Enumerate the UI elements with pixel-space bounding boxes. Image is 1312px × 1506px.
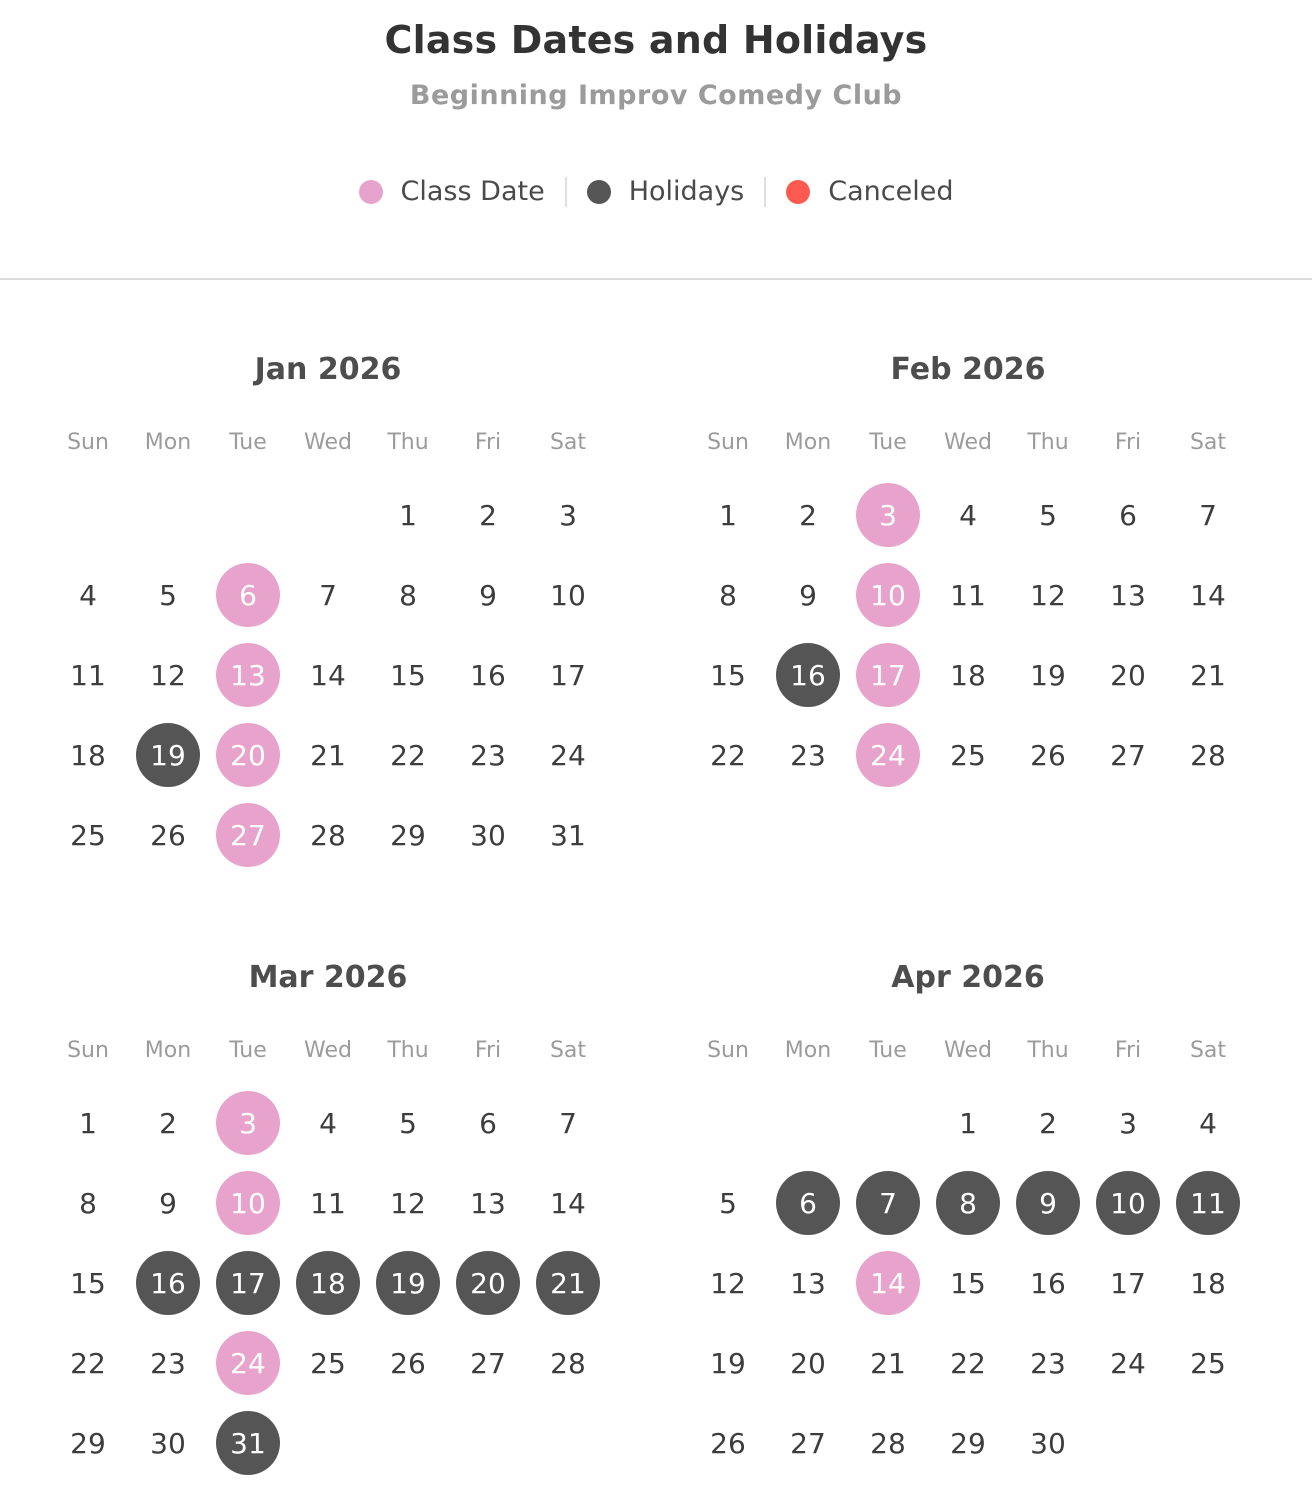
day-cell: 28 [1190,738,1226,772]
legend-item-holidays [587,176,745,207]
day-cell: 9 [479,578,497,612]
day-cell: 28 [870,1426,906,1460]
canceled-dot-icon [786,180,810,204]
day-cell: 17 [1110,1266,1146,1300]
day-cell: 7 [559,1106,577,1140]
legend-divider [565,177,567,207]
day-cell: 11 [310,1186,346,1220]
day-cell: 15 [390,658,426,692]
day-cell: 13 [790,1266,826,1300]
day-cell: 25 [310,1346,346,1380]
day-cell: 24 [1110,1346,1146,1380]
day-cell: 14 [310,658,346,692]
month-title: Apr 2026 [891,960,1045,995]
day-cell: 27 [1110,738,1146,772]
day-cell: 8 [399,578,417,612]
legend-divider [764,177,766,207]
day-cell: 21 [310,738,346,772]
weekday-header: Thu [1027,430,1069,455]
day-cell: 4 [79,578,97,612]
day-cell: 4 [319,1106,337,1140]
day-cell: 25 [1190,1346,1226,1380]
legend-label: Canceled [828,176,954,207]
day-cell: 2 [479,498,497,532]
day-cell-holiday: 16 [776,643,840,707]
weekday-header: Sat [549,430,587,455]
day-cell: 26 [1030,738,1066,772]
day-cell: 17 [550,658,586,692]
day-cell: 26 [150,818,186,852]
day-cell: 26 [390,1346,426,1380]
day-cell: 12 [710,1266,746,1300]
weekday-header: Sun [707,1038,749,1063]
day-cell: 12 [390,1186,426,1220]
day-cell: 27 [790,1426,826,1460]
day-cell: 5 [719,1186,737,1220]
day-cell: 31 [550,818,586,852]
day-cell-holiday: 17 [216,1251,280,1315]
day-cell: 4 [1199,1106,1217,1140]
weekday-header: Tue [869,1038,907,1063]
weekday-header: Wed [304,430,352,455]
day-cell: 22 [390,738,426,772]
weekday-header: Tue [229,430,267,455]
day-cell: 5 [159,578,177,612]
month-title: Feb 2026 [890,352,1046,387]
day-cell-holiday: 31 [216,1411,280,1475]
legend [0,176,1312,207]
day-cell: 13 [1110,578,1146,612]
day-cell: 1 [959,1106,977,1140]
day-cell: 24 [550,738,586,772]
day-cell: 10 [550,578,586,612]
day-cell: 14 [550,1186,586,1220]
day-cell: 3 [559,498,577,532]
page-title: Class Dates and Holidays [384,18,928,62]
day-cell: 19 [710,1346,746,1380]
day-cell: 5 [399,1106,417,1140]
day-cell-class-date: 14 [856,1251,920,1315]
day-cell: 30 [150,1426,186,1460]
day-cell: 15 [710,658,746,692]
day-cell: 29 [390,818,426,852]
day-cell: 22 [710,738,746,772]
day-cell: 14 [1190,578,1226,612]
day-cell: 4 [959,498,977,532]
weekday-header: Thu [387,430,429,455]
weekday-header: Sun [67,430,109,455]
day-cell: 18 [950,658,986,692]
weekday-header: Tue [869,430,907,455]
day-cell: 1 [719,498,737,532]
weekday-header: Wed [944,1038,992,1063]
day-cell: 30 [470,818,506,852]
day-cell-class-date: 10 [216,1171,280,1235]
day-cell: 1 [79,1106,97,1140]
day-cell: 9 [159,1186,177,1220]
day-cell: 18 [70,738,106,772]
header [0,0,1312,280]
class-date-dot-icon [359,180,383,204]
day-cell: 7 [1199,498,1217,532]
day-cell-holiday: 21 [536,1251,600,1315]
day-cell: 5 [1039,498,1057,532]
day-cell: 16 [1030,1266,1066,1300]
day-cell: 25 [950,738,986,772]
weekday-header: Sun [707,430,749,455]
day-cell: 2 [799,498,817,532]
day-cell-holiday: 19 [136,723,200,787]
day-cell: 22 [70,1346,106,1380]
day-cell-holiday: 20 [456,1251,520,1315]
day-cell: 2 [159,1106,177,1140]
weekday-header: Mon [784,430,832,455]
day-cell: 11 [950,578,986,612]
day-cell-class-date: 20 [216,723,280,787]
day-cell: 13 [470,1186,506,1220]
day-cell: 21 [870,1346,906,1380]
day-cell-holiday: 8 [936,1171,1000,1235]
day-cell-holiday: 19 [376,1251,440,1315]
day-cell-holiday: 11 [1176,1171,1240,1235]
legend-item-class-date [359,176,545,207]
weekday-header: Sat [549,1038,587,1063]
day-cell: 18 [1190,1266,1226,1300]
day-cell: 12 [150,658,186,692]
day-cell-holiday: 6 [776,1171,840,1235]
weekday-header: Thu [1027,1038,1069,1063]
day-cell-class-date: 3 [216,1091,280,1155]
month-title: Mar 2026 [248,960,408,995]
day-cell: 1 [399,498,417,532]
day-cell: 2 [1039,1106,1057,1140]
day-cell: 6 [1119,498,1137,532]
day-cell: 15 [950,1266,986,1300]
day-cell: 20 [790,1346,826,1380]
month-title: Jan 2026 [254,352,402,387]
day-cell: 26 [710,1426,746,1460]
weekday-header: Mon [144,1038,192,1063]
day-cell-holiday: 7 [856,1171,920,1235]
day-cell: 6 [479,1106,497,1140]
day-cell-holiday: 9 [1016,1171,1080,1235]
day-cell: 3 [1119,1106,1137,1140]
weekday-header: Mon [144,430,192,455]
weekday-header: Wed [944,430,992,455]
day-cell: 28 [310,818,346,852]
day-cell: 8 [719,578,737,612]
day-cell: 9 [799,578,817,612]
page-subtitle: Beginning Improv Comedy Club [409,80,903,111]
day-cell: 8 [79,1186,97,1220]
day-cell-holiday: 18 [296,1251,360,1315]
weekday-header: Fri [1114,430,1142,455]
day-cell: 28 [550,1346,586,1380]
day-cell: 25 [70,818,106,852]
day-cell-holiday: 16 [136,1251,200,1315]
day-cell: 19 [1030,658,1066,692]
weekday-header: Sat [1189,430,1227,455]
day-cell: 21 [1190,658,1226,692]
weekday-header: Sat [1189,1038,1227,1063]
day-cell-class-date: 24 [856,723,920,787]
day-cell-class-date: 3 [856,483,920,547]
holiday-dot-icon [587,180,611,204]
day-cell: 29 [70,1426,106,1460]
day-cell: 15 [70,1266,106,1300]
day-cell-holiday: 10 [1096,1171,1160,1235]
weekday-header: Mon [784,1038,832,1063]
weekday-header: Fri [1114,1038,1142,1063]
day-cell: 23 [470,738,506,772]
weekday-header: Fri [474,1038,502,1063]
day-cell: 20 [1110,658,1146,692]
day-cell: 27 [470,1346,506,1380]
day-cell: 23 [150,1346,186,1380]
day-cell-class-date: 27 [216,803,280,867]
day-cell-class-date: 10 [856,563,920,627]
day-cell: 22 [950,1346,986,1380]
day-cell: 23 [790,738,826,772]
weekday-header: Thu [387,1038,429,1063]
day-cell: 23 [1030,1346,1066,1380]
day-cell-class-date: 24 [216,1331,280,1395]
legend-label: Holidays [628,176,745,207]
day-cell: 11 [70,658,106,692]
day-cell: 12 [1030,578,1066,612]
weekday-header: Fri [474,430,502,455]
legend-item-canceled [786,176,953,207]
day-cell-class-date: 13 [216,643,280,707]
weekday-header: Wed [304,1038,352,1063]
day-cell: 30 [1030,1426,1066,1460]
day-cell-class-date: 6 [216,563,280,627]
legend-label: Class Date [400,176,545,207]
day-cell: 7 [319,578,337,612]
day-cell: 29 [950,1426,986,1460]
weekday-header: Tue [229,1038,267,1063]
day-cell: 16 [470,658,506,692]
weekday-header: Sun [67,1038,109,1063]
day-cell-class-date: 17 [856,643,920,707]
